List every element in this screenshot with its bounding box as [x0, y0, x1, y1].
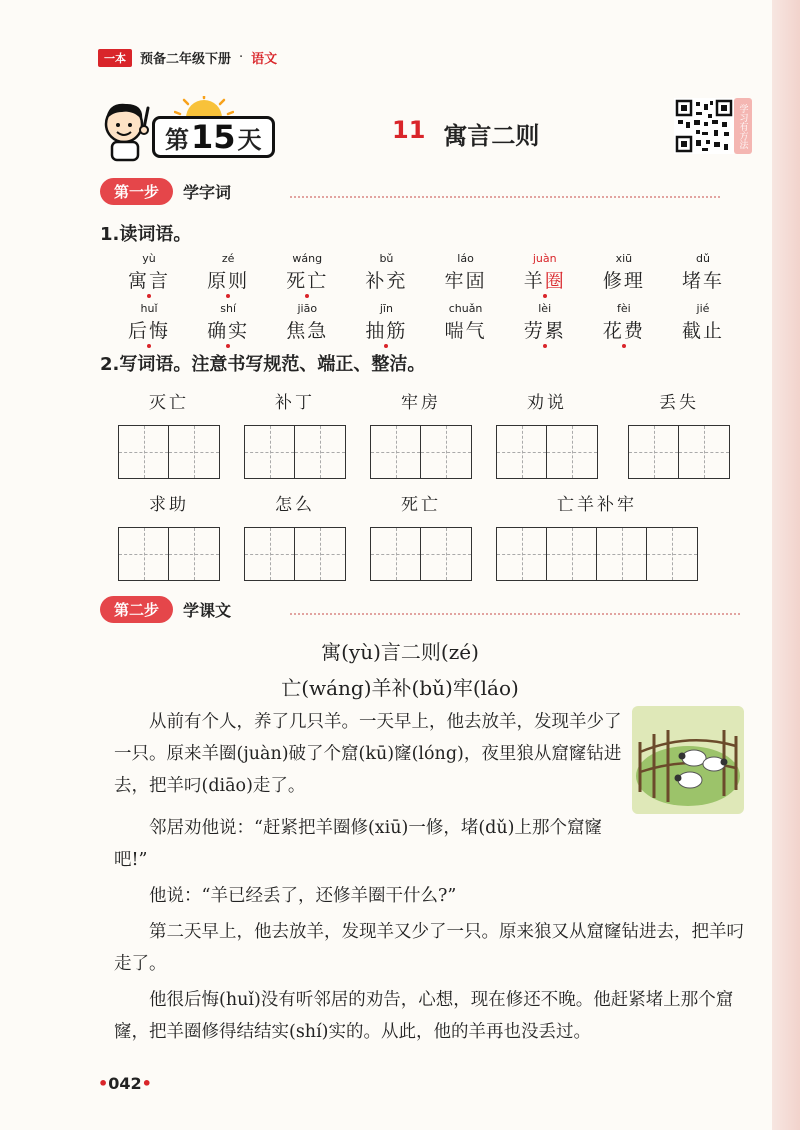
- day-suffix: 天: [237, 125, 262, 154]
- paragraph-3: 他说：“羊已经丢了，还修羊圈干什么?”: [149, 886, 457, 906]
- vocab-char: 原: [207, 270, 229, 292]
- vocab-word: [670, 302, 736, 348]
- vocab-characters: [433, 316, 499, 343]
- vocab-char: 修: [602, 270, 624, 292]
- vocab-pinyin: láo: [457, 252, 474, 265]
- writing-cell[interactable]: [371, 426, 421, 478]
- vocab-characters: [670, 266, 736, 293]
- grid-word-label: 死亡: [401, 495, 441, 515]
- vocab-row-1: [116, 252, 736, 298]
- writing-cell[interactable]: [119, 528, 169, 580]
- step-one-pill: 第一步: [100, 178, 173, 205]
- writing-cell[interactable]: [421, 528, 471, 580]
- vocab-pinyin: chuǎn: [448, 302, 483, 315]
- grid-word-label: 牢房: [401, 393, 441, 413]
- sheepfold-illustration: [632, 706, 744, 814]
- vocab-char: 累: [544, 320, 566, 342]
- vocab-char: 截: [681, 320, 703, 342]
- vocab-char: 实: [228, 320, 250, 342]
- vocab-pinyin: xiū: [615, 252, 633, 265]
- running-header: [98, 48, 277, 67]
- writing-cell[interactable]: [597, 528, 647, 580]
- lesson-title: [392, 116, 539, 151]
- grid-word-label: 怎么: [275, 495, 315, 515]
- vocab-char: 车: [702, 270, 724, 292]
- writing-cell[interactable]: [547, 426, 597, 478]
- vocab-pinyin: shí: [220, 302, 237, 315]
- vocab-word: [353, 302, 419, 348]
- vocab-char: 急: [307, 320, 329, 342]
- grid-word-label: 丢失: [659, 393, 699, 413]
- vocab-char: 羊: [523, 270, 545, 292]
- q1-heading: 1.读词语。: [100, 224, 192, 245]
- vocab-pinyin: zé: [221, 252, 235, 265]
- vocab-char: 固: [465, 270, 487, 292]
- vocab-char: 寓: [127, 270, 149, 292]
- vocab-char: 确: [207, 320, 229, 342]
- vocab-char: 花: [602, 320, 624, 342]
- grid-cells: [496, 527, 698, 581]
- vocab-characters: [195, 266, 261, 293]
- grid-word-label: 亡羊补牢: [557, 495, 637, 515]
- vocab-char: 气: [465, 320, 487, 342]
- writing-cell[interactable]: [295, 528, 345, 580]
- vocab-word: [433, 252, 499, 298]
- vocab-char: 理: [623, 270, 645, 292]
- vocab-char: 劳: [523, 320, 545, 342]
- grid-cells: [118, 425, 220, 479]
- vocab-pinyin: jīn: [379, 302, 393, 315]
- vocab-char: 补: [365, 270, 387, 292]
- header-separator: ·: [239, 50, 244, 65]
- day-badge: [98, 94, 278, 162]
- step-two-divider: [290, 613, 740, 615]
- vocab-word: [591, 302, 657, 348]
- vocab-characters: [353, 266, 419, 293]
- vocab-word: [274, 252, 340, 298]
- vocab-characters: [195, 316, 261, 343]
- vocab-char: 费: [623, 320, 645, 342]
- vocab-char: 则: [228, 270, 250, 292]
- writing-cell[interactable]: [371, 528, 421, 580]
- grid-cells: [370, 425, 472, 479]
- step-two-banner: [100, 596, 231, 623]
- qr-code-icon[interactable]: [674, 98, 734, 154]
- vocab-char: 圈: [544, 270, 566, 292]
- vocab-word: [353, 252, 419, 298]
- vocab-pinyin: yù: [142, 252, 156, 265]
- vocab-pinyin: juàn: [532, 252, 557, 265]
- vocab-word: [433, 302, 499, 348]
- vocab-char: 充: [386, 270, 408, 292]
- grid-word-label: 劝说: [527, 393, 567, 413]
- writing-cell[interactable]: [295, 426, 345, 478]
- vocab-char: 焦: [286, 320, 308, 342]
- day-prefix: 第: [165, 125, 189, 154]
- vocab-pinyin: fèi: [616, 302, 631, 315]
- emphasis-dot: [147, 344, 151, 348]
- paragraph-1: 从前有个人，养了几只羊。一天早上，他去放羊，发现羊少了一只。原来羊圈(juàn)破了个窟(kū)窿(lóng)，夜里狼从窟窿钻进去，把羊叼(diāo)走了。: [114, 712, 622, 796]
- writing-grid: [118, 388, 220, 479]
- q2-heading: 2.写词语。注意书写规范、端正、整洁。: [100, 354, 426, 375]
- vocab-characters: [591, 266, 657, 293]
- writing-cell[interactable]: [497, 426, 547, 478]
- step-two-pill: 第二步: [100, 596, 173, 623]
- vocab-word: [195, 252, 261, 298]
- vocab-characters: [433, 266, 499, 293]
- grid-word-label: 求助: [149, 495, 189, 515]
- vocab-characters: [591, 316, 657, 343]
- grid-word-label: 灭亡: [149, 393, 189, 413]
- vocab-char: 堵: [681, 270, 703, 292]
- boy-mascot-icon: [98, 98, 154, 162]
- vocab-char: 抽: [365, 320, 387, 342]
- day-label: [152, 116, 275, 158]
- day-number: 15: [191, 118, 236, 156]
- vocab-word: [116, 252, 182, 298]
- sun-rays-icon: [174, 96, 234, 118]
- writing-grid: [118, 490, 220, 581]
- page-number-text: 042: [108, 1074, 142, 1093]
- writing-cell[interactable]: [629, 426, 679, 478]
- emphasis-dot: [384, 344, 388, 348]
- vocab-pinyin: jiāo: [297, 302, 318, 315]
- vocab-char: 喘: [444, 320, 466, 342]
- paragraph-5: 他很后悔(huǐ)没有听邻居的劝告，心想，现在修还不晚。他赶紧堵上那个窟窿，把羊圈修得结结实(shí)实的。从此，他的羊再也没丢过。: [114, 990, 734, 1042]
- paragraph-2: 邻居劝他说：“赶紧把羊圈修(xiū)一修，堵(dǔ)上那个窟窿吧!”: [114, 818, 602, 870]
- vocab-word: [116, 302, 182, 348]
- grid-cells: [370, 527, 472, 581]
- vocab-word: [591, 252, 657, 298]
- grid-cells: [244, 425, 346, 479]
- grid-word-label: 补丁: [275, 393, 315, 413]
- writing-cell[interactable]: [647, 528, 697, 580]
- vocab-characters: [116, 266, 182, 293]
- vocab-pinyin: lèi: [538, 302, 552, 315]
- vocab-word: [670, 252, 736, 298]
- vocab-word: [512, 252, 578, 298]
- writing-grid: [244, 490, 346, 581]
- qr-tag: 学习有方法: [734, 98, 752, 154]
- writing-cell[interactable]: [169, 426, 219, 478]
- page-number: •042•: [98, 1074, 152, 1093]
- brand-logo: 一本: [98, 49, 132, 67]
- grid-cells: [118, 527, 220, 581]
- step-one-divider: [290, 196, 720, 198]
- vocab-char: 死: [286, 270, 308, 292]
- vocab-pinyin: dǔ: [696, 252, 710, 265]
- writing-grid: [496, 490, 698, 581]
- emphasis-dot: [622, 344, 626, 348]
- vocab-char: 言: [149, 270, 171, 292]
- lesson-name: 寓言二则: [443, 122, 540, 150]
- paragraph-4: 第二天早上，他去放羊，发现羊又少了一只。原来狼又从窟窿钻进去，把羊叼走了。: [114, 922, 744, 974]
- text-title: 寓(yù)言二则(zé): [321, 640, 479, 664]
- emphasis-dot: [147, 294, 151, 298]
- vocab-char: 止: [702, 320, 724, 342]
- vocab-char: 亡: [307, 270, 329, 292]
- vocab-char: 后: [127, 320, 149, 342]
- writing-grid: [370, 388, 472, 479]
- writing-cell[interactable]: [497, 528, 547, 580]
- text-subtitle: 亡(wáng)羊补(bǔ)牢(láo): [281, 676, 519, 700]
- page-edge: [772, 0, 800, 1130]
- vocab-characters: [670, 316, 736, 343]
- step-one-label: 学字词: [183, 183, 232, 202]
- lesson-number: 11: [392, 116, 426, 144]
- vocab-word: [195, 302, 261, 348]
- grid-cells: [628, 425, 730, 479]
- vocab-characters: [512, 266, 578, 293]
- writing-cell[interactable]: [245, 528, 295, 580]
- vocab-char: 牢: [444, 270, 466, 292]
- emphasis-dot: [226, 294, 230, 298]
- vocab-characters: [353, 316, 419, 343]
- vocab-char: 筋: [386, 320, 408, 342]
- vocab-pinyin: bǔ: [379, 252, 394, 265]
- writing-cell[interactable]: [547, 528, 597, 580]
- vocab-row-2: [116, 302, 736, 348]
- writing-grid: [370, 490, 472, 581]
- vocab-char: 悔: [149, 320, 171, 342]
- book-subject: 语文: [251, 52, 278, 67]
- writing-cell[interactable]: [119, 426, 169, 478]
- writing-cell[interactable]: [169, 528, 219, 580]
- writing-cell[interactable]: [421, 426, 471, 478]
- vocab-pinyin: wáng: [292, 252, 323, 265]
- writing-grid: [244, 388, 346, 479]
- book-title: 预备二年级下册: [140, 52, 232, 67]
- vocab-pinyin: jié: [696, 302, 710, 315]
- grid-cells: [244, 527, 346, 581]
- grid-cells: [496, 425, 598, 479]
- writing-grid: [628, 388, 730, 479]
- vocab-characters: [512, 316, 578, 343]
- writing-cell[interactable]: [679, 426, 729, 478]
- emphasis-dot: [543, 294, 547, 298]
- vocab-pinyin: huǐ: [140, 302, 158, 315]
- writing-grid: [496, 388, 598, 479]
- writing-cell[interactable]: [245, 426, 295, 478]
- emphasis-dot: [305, 294, 309, 298]
- vocab-characters: [274, 266, 340, 293]
- emphasis-dot: [226, 344, 230, 348]
- vocab-characters: [116, 316, 182, 343]
- vocab-word: [512, 302, 578, 348]
- emphasis-dot: [543, 344, 547, 348]
- step-one-banner: [100, 178, 231, 205]
- step-two-label: 学课文: [183, 601, 232, 620]
- vocab-word: [274, 302, 340, 348]
- vocab-characters: [274, 316, 340, 343]
